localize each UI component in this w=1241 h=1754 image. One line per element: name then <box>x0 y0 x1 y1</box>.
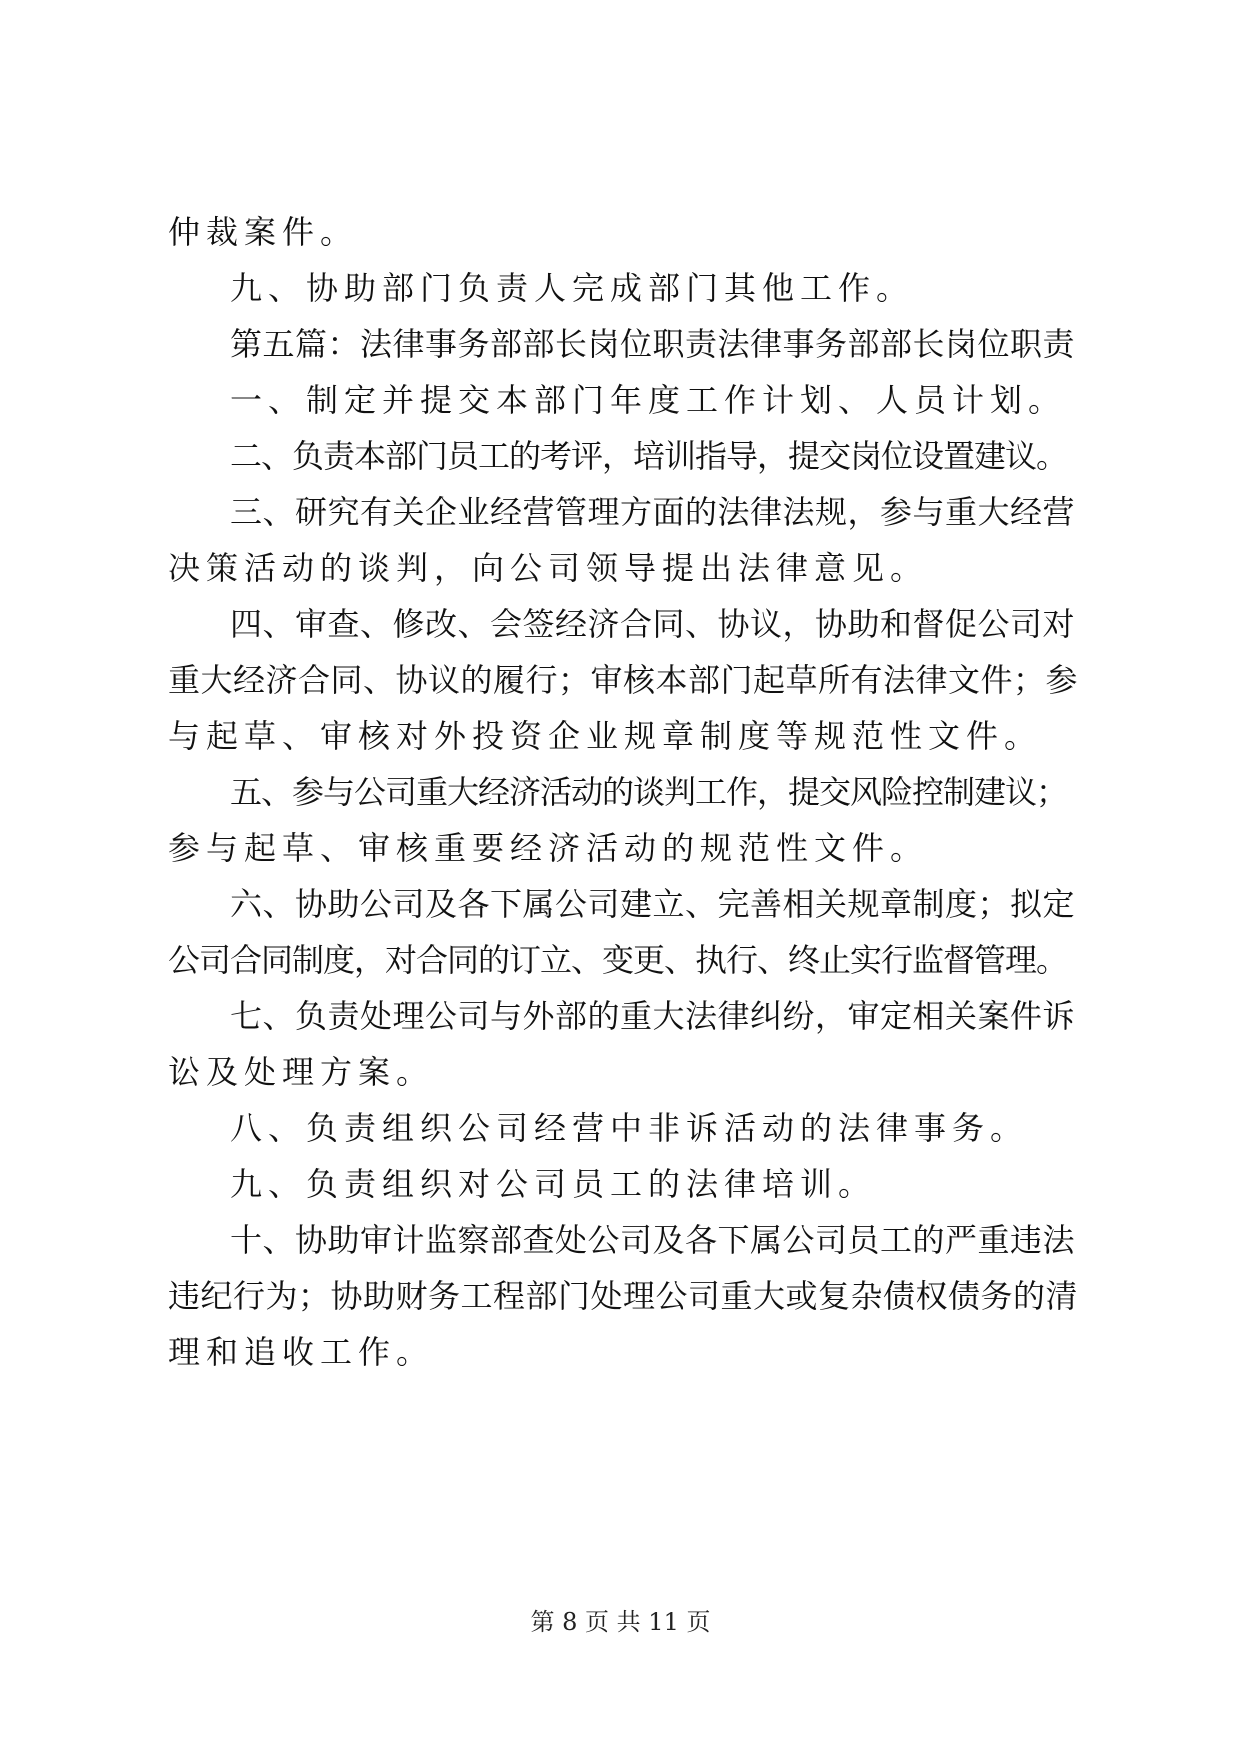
text-line: 违纪行为；协助财务工程部门处理公司重大或复杂债权债务的清 <box>168 1277 1079 1315</box>
text-line: 三、研究有关企业经营管理方面的法律法规，参与重大经营 <box>230 493 1076 531</box>
text-line: 一、制定并提交本部门年度工作计划、人员计划。 <box>230 381 1067 419</box>
text-line: 二、负责本部门员工的考评，培训指导，提交岗位设置建议。 <box>230 437 1068 475</box>
text-line: 讼及处理方案。 <box>168 1053 435 1091</box>
text-line: 与起草、审核对外投资企业规章制度等规范性文件。 <box>168 717 1043 755</box>
text-line: 参与起草、审核重要经济活动的规范性文件。 <box>168 829 929 867</box>
text-line: 四、审查、修改、会签经济合同、协议，协助和督促公司对 <box>230 605 1076 643</box>
text-line: 七、负责处理公司与外部的重大法律纠纷，审定相关案件诉 <box>230 997 1076 1035</box>
page-footer: 第 8 页 共 11 页 <box>530 1608 711 1636</box>
text-line: 公司合同制度，对合同的订立、变更、执行、终止实行监督管理。 <box>168 941 1068 979</box>
text-line: 五、参与公司重大经济活动的谈判工作，提交风险控制建议； <box>230 773 1068 811</box>
text-line: 重大经济合同、协议的履行；审核本部门起草所有法律文件；参 <box>168 661 1079 699</box>
text-line: 九、协助部门负责人完成部门其他工作。 <box>230 269 915 307</box>
text-line: 仲裁案件。 <box>168 213 359 251</box>
text-line: 九、负责组织对公司员工的法律培训。 <box>230 1165 877 1203</box>
text-line: 理和追收工作。 <box>168 1333 435 1371</box>
text-line: 六、协助公司及各下属公司建立、完善相关规章制度；拟定 <box>230 885 1076 923</box>
text-line: 十、协助审计监察部查处公司及各下属公司员工的严重违法 <box>230 1221 1076 1259</box>
text-line: 八、负责组织公司经营中非诉活动的法律事务。 <box>230 1109 1029 1147</box>
text-line: 决策活动的谈判，向公司领导提出法律意见。 <box>168 549 929 587</box>
section-heading: 第五篇：法律事务部部长岗位职责法律事务部部长岗位职责 <box>230 325 1076 363</box>
